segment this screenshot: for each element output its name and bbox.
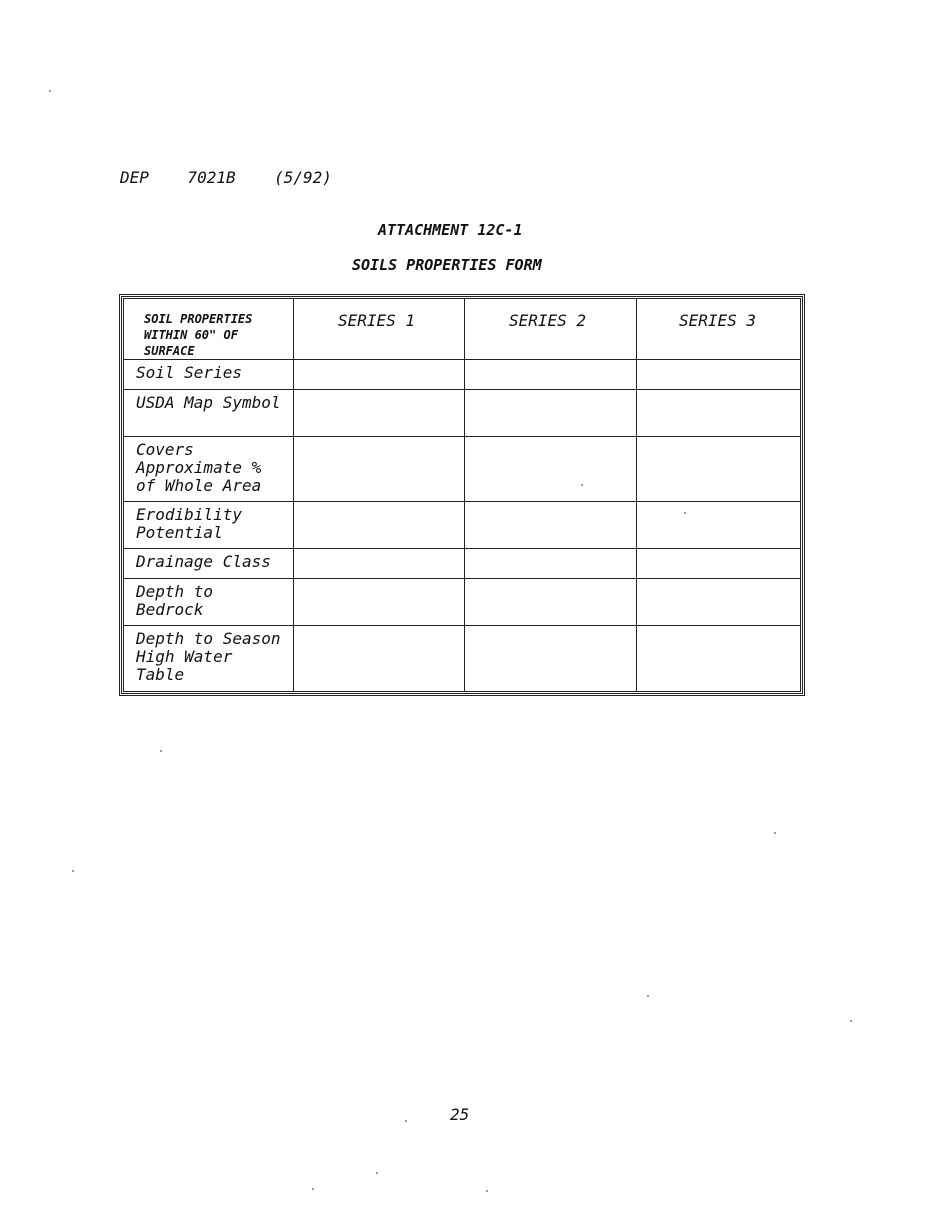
scan-speck: [647, 995, 649, 997]
soil-properties-table: [119, 294, 805, 696]
header-label-cell: SOIL PROPERTIES WITHIN 60" OF SURFACE: [124, 299, 294, 360]
table-row: [124, 502, 801, 549]
row-label: USDA Map Symbol: [124, 390, 294, 437]
series-2-cell[interactable]: [465, 579, 637, 626]
scan-speck: [850, 1020, 852, 1022]
row-label: Soil Series: [124, 360, 294, 390]
scan-speck: [49, 90, 51, 92]
table-row: [124, 437, 801, 502]
table-row: [124, 390, 801, 437]
series-3-cell[interactable]: [637, 579, 801, 626]
series-3-cell[interactable]: [637, 626, 801, 692]
series-1-cell[interactable]: [294, 626, 465, 692]
series-2-cell[interactable]: [465, 390, 637, 437]
series-2-cell[interactable]: [465, 626, 637, 692]
scan-speck: [486, 1190, 488, 1192]
series-3-cell[interactable]: [637, 437, 801, 502]
form-title: SOILS PROPERTIES FORM: [352, 256, 542, 274]
table-row: [124, 626, 801, 692]
page-number: 25: [450, 1105, 470, 1124]
series-2-cell[interactable]: [465, 549, 637, 579]
series-3-cell[interactable]: [637, 360, 801, 390]
series-2-cell[interactable]: [465, 360, 637, 390]
series-3-cell[interactable]: [637, 502, 801, 549]
scan-speck: [684, 512, 686, 514]
series-2-cell[interactable]: [465, 437, 637, 502]
table-row: [124, 360, 801, 390]
table-row: [124, 579, 801, 626]
attachment-label: ATTACHMENT 12C-1: [378, 221, 523, 239]
table-header-row: [124, 299, 801, 360]
row-label: Erodibility Potential: [124, 502, 294, 549]
row-label: Depth to Season High Water Table: [124, 626, 294, 692]
form-id: DEP 7021B (5/92): [120, 168, 332, 187]
scan-speck: [312, 1188, 314, 1190]
series-1-cell[interactable]: [294, 579, 465, 626]
series-1-cell[interactable]: [294, 502, 465, 549]
row-label: Depth to Bedrock: [124, 579, 294, 626]
series-3-cell[interactable]: [637, 549, 801, 579]
scan-speck: [405, 1120, 407, 1122]
scan-speck: [160, 750, 162, 752]
series-1-cell[interactable]: [294, 360, 465, 390]
row-label: Covers Approximate % of Whole Area: [124, 437, 294, 502]
scan-speck: [72, 870, 74, 872]
series-1-cell[interactable]: [294, 437, 465, 502]
series-3-header: SERIES 3: [637, 299, 801, 360]
series-1-cell[interactable]: [294, 390, 465, 437]
series-2-cell[interactable]: [465, 502, 637, 549]
series-2-header: SERIES 2: [465, 299, 637, 360]
table-row: [124, 549, 801, 579]
scan-speck: [376, 1172, 378, 1174]
series-1-cell[interactable]: [294, 549, 465, 579]
row-label: Drainage Class: [124, 549, 294, 579]
scan-speck: [581, 484, 583, 486]
scan-speck: [774, 832, 776, 834]
series-3-cell[interactable]: [637, 390, 801, 437]
series-1-header: SERIES 1: [294, 299, 465, 360]
